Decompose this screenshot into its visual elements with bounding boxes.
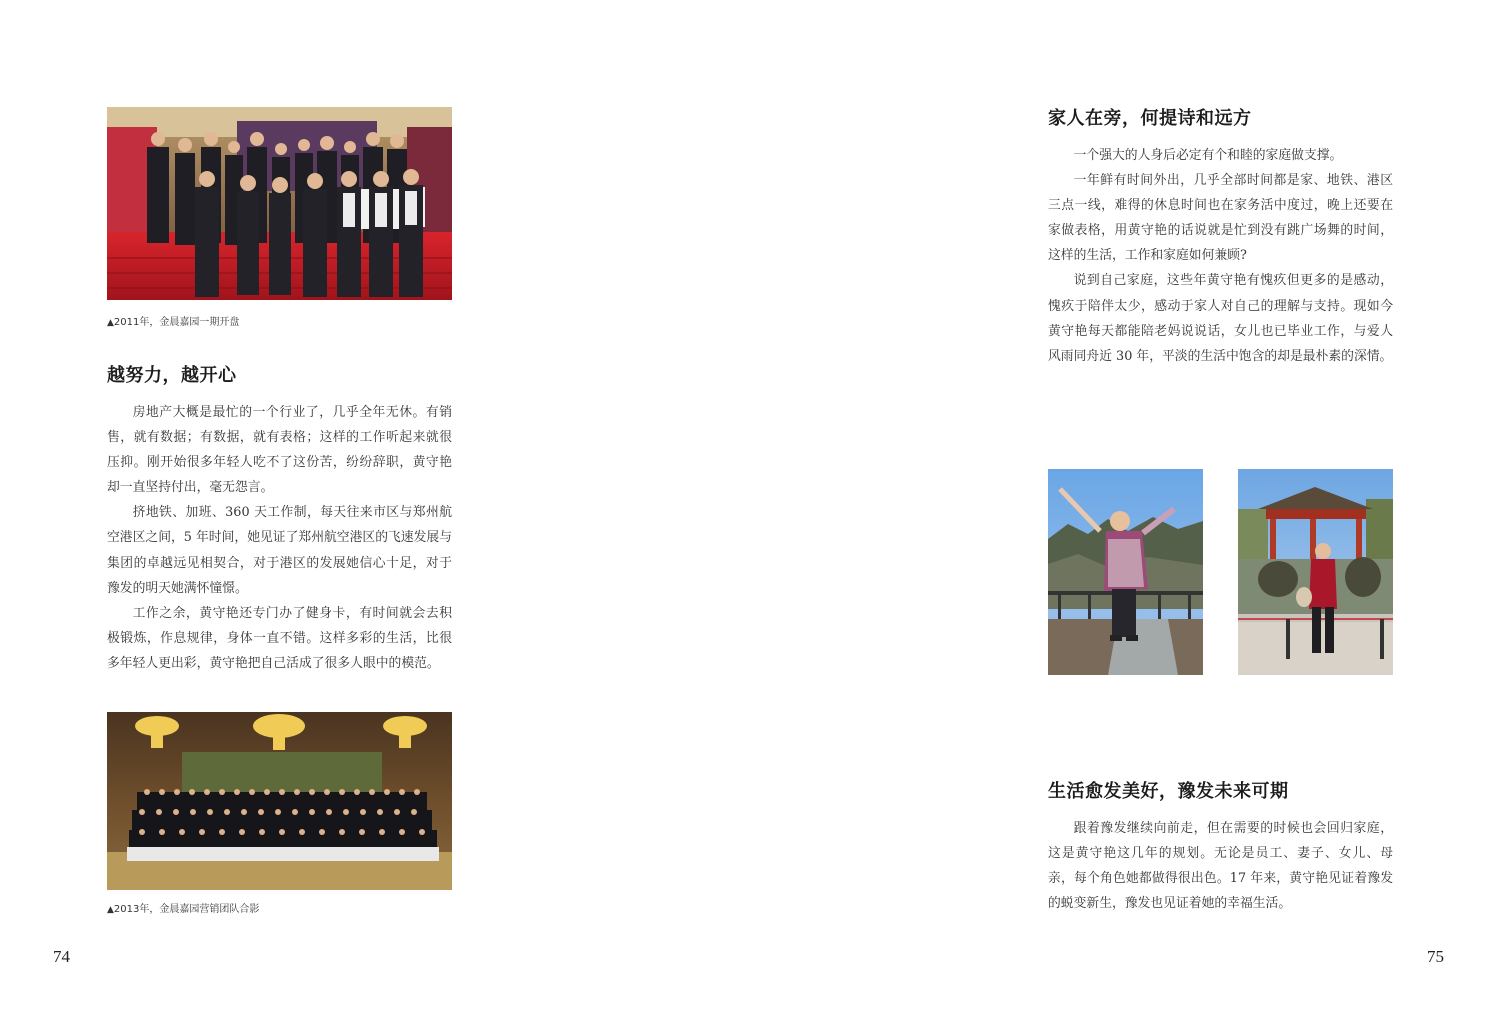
paragraph: 跟着豫发继续向前走，但在需要的时候也会回归家庭，这是黄守艳这几年的规划。无论是员工、妻子、女儿、母亲，每个角色她都做得很出色。17 年来，黄守艳见证着豫发的蜕变新生，豫发也见证着她的幸福生活。 <box>1048 821 1393 912</box>
page-number-left: 74 <box>53 947 70 966</box>
caption-text: 2011年，金晨嘉园一期开盘 <box>113 317 240 328</box>
section-title-effort: 越努力，越开心 <box>107 365 237 386</box>
photo-team-caption <box>107 900 259 915</box>
section-body-family <box>1048 143 1393 369</box>
photo-pavilion-garden <box>1238 469 1393 675</box>
caption-marker: ▲ <box>107 905 114 915</box>
section-body-effort <box>107 400 452 676</box>
paragraph: 说到自己家庭，这些年黄守艳有愧疚但更多的是感动，愧疚于陪伴太少，感动于家人对自己的理解与支持。现如今黄守艳每天都能陪老妈说说话，女儿也已毕业工作，与爱人风雨同舟近 30 年，平淡的生活中饱含的却是最朴素的深情。 <box>1048 273 1393 364</box>
photo-mountain-overlook <box>1048 469 1203 675</box>
caption-text: 2013年，金晨嘉园营销团队合影 <box>113 904 260 915</box>
paragraph: 工作之余，黄守艳还专门办了健身卡，有时间就会去积极锻炼，作息规律，身体一直不错。这样多彩的生活，比很多年轻人更出彩，黄守艳把自己活成了很多人眼中的模范。 <box>107 605 452 671</box>
photo-opening-ceremony <box>107 107 452 300</box>
section-title-future: 生活愈发美好，豫发未来可期 <box>1048 781 1289 802</box>
caption-marker: ▲ <box>107 318 114 328</box>
photo-marketing-team <box>107 712 452 890</box>
paragraph: 一年鲜有时间外出，几乎全部时间都是家、地铁、港区三点一线，难得的休息时间也在家务活中度过，晚上还要在家做表格，用黄守艳的话说就是忙到没有跳广场舞的时间，这样的生活，工作和家庭如何兼顾? <box>1048 173 1393 264</box>
section-title-family: 家人在旁，何提诗和远方 <box>1048 108 1252 129</box>
paragraph: 房地产大概是最忙的一个行业了，几乎全年无休。有销售，就有数据；有数据，就有表格；这样的工作听起来就很压抑。刚开始很多年轻人吃不了这份苦，纷纷辞职，黄守艳却一直坚持付出，毫无怨言。 <box>107 405 452 496</box>
page-number-right: 75 <box>1427 947 1444 966</box>
section-body-future <box>1048 816 1393 916</box>
paragraph: 一个强大的人身后必定有个和睦的家庭做支撑。 <box>1073 148 1343 163</box>
paragraph: 挤地铁、加班、360 天工作制，每天往来市区与郑州航空港区之间，5 年时间，她见证了郑州航空港区的飞速发展与集团的卓越远见相契合，对于港区的发展她信心十足，对于豫发的明天她满怀憧憬。 <box>107 505 452 596</box>
photo-opening-caption <box>107 313 239 328</box>
